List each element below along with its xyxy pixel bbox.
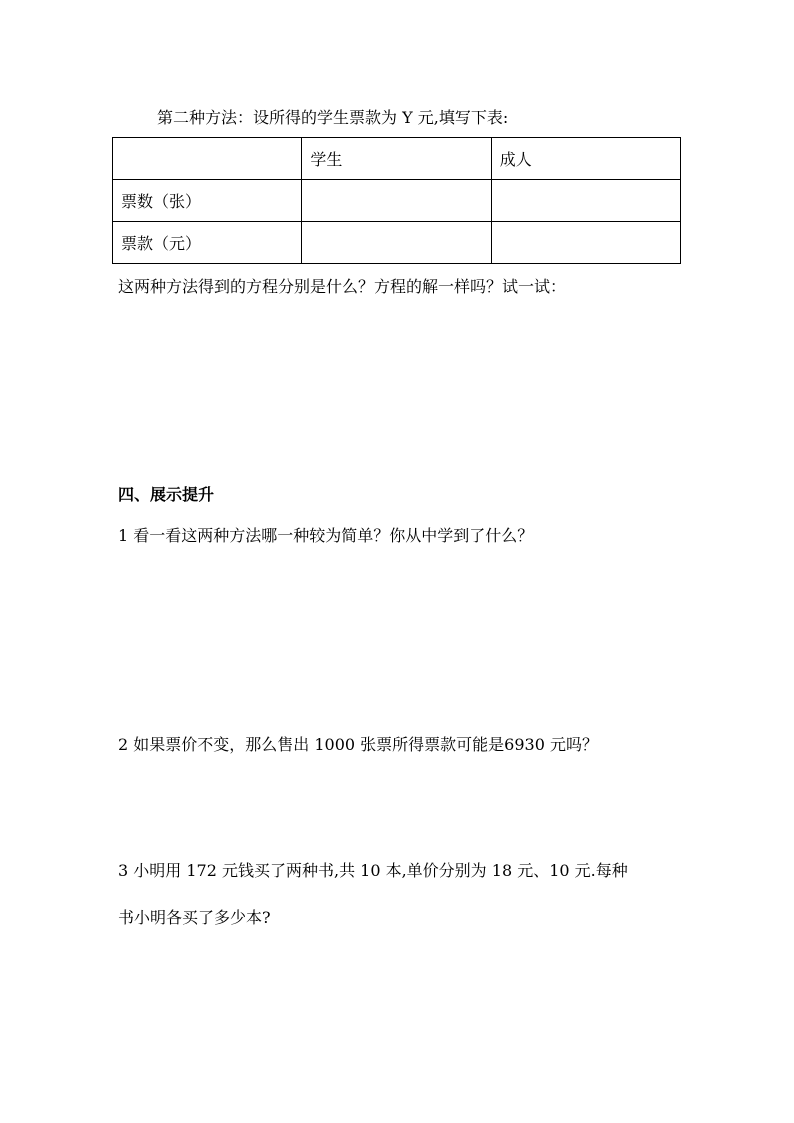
- table-row: [113, 222, 681, 264]
- ticket-table: [112, 137, 681, 264]
- method-two-intro: 第二种方法：设所得的学生票款为 Y 元,填写下表:: [157, 108, 509, 127]
- question-1: 1 看一看这两种方法哪一种较为简单？你从中学到了什么？: [118, 526, 534, 545]
- cell-student-ticket-money[interactable]: [302, 222, 491, 264]
- question-3-line-2: 书小明各买了多少本?: [118, 908, 271, 927]
- cell-adult-ticket-count[interactable]: [491, 180, 680, 222]
- question-2: 2 如果票价不变，那么售出 1000 张票所得票款可能是6930 元吗？: [118, 735, 598, 754]
- table-header-empty: [113, 138, 302, 180]
- question-3-line-1: 3 小明用 172 元钱买了两种书,共 10 本,单价分别为 18 元、10 元.每种: [118, 861, 628, 880]
- table-header-student: 学生: [302, 138, 491, 180]
- cell-adult-ticket-money[interactable]: [491, 222, 680, 264]
- row-label-ticket-count: 票数（张）: [113, 180, 302, 222]
- row-label-ticket-money: 票款（元）: [113, 222, 302, 264]
- cell-student-ticket-count[interactable]: [302, 180, 491, 222]
- table-row: [113, 180, 681, 222]
- section-heading: 四、展示提升: [118, 485, 215, 504]
- table-header-adult: 成人: [491, 138, 680, 180]
- table-header-row: [113, 138, 681, 180]
- question-after-table: 这两种方法得到的方程分别是什么？方程的解一样吗？试一试：: [118, 277, 567, 296]
